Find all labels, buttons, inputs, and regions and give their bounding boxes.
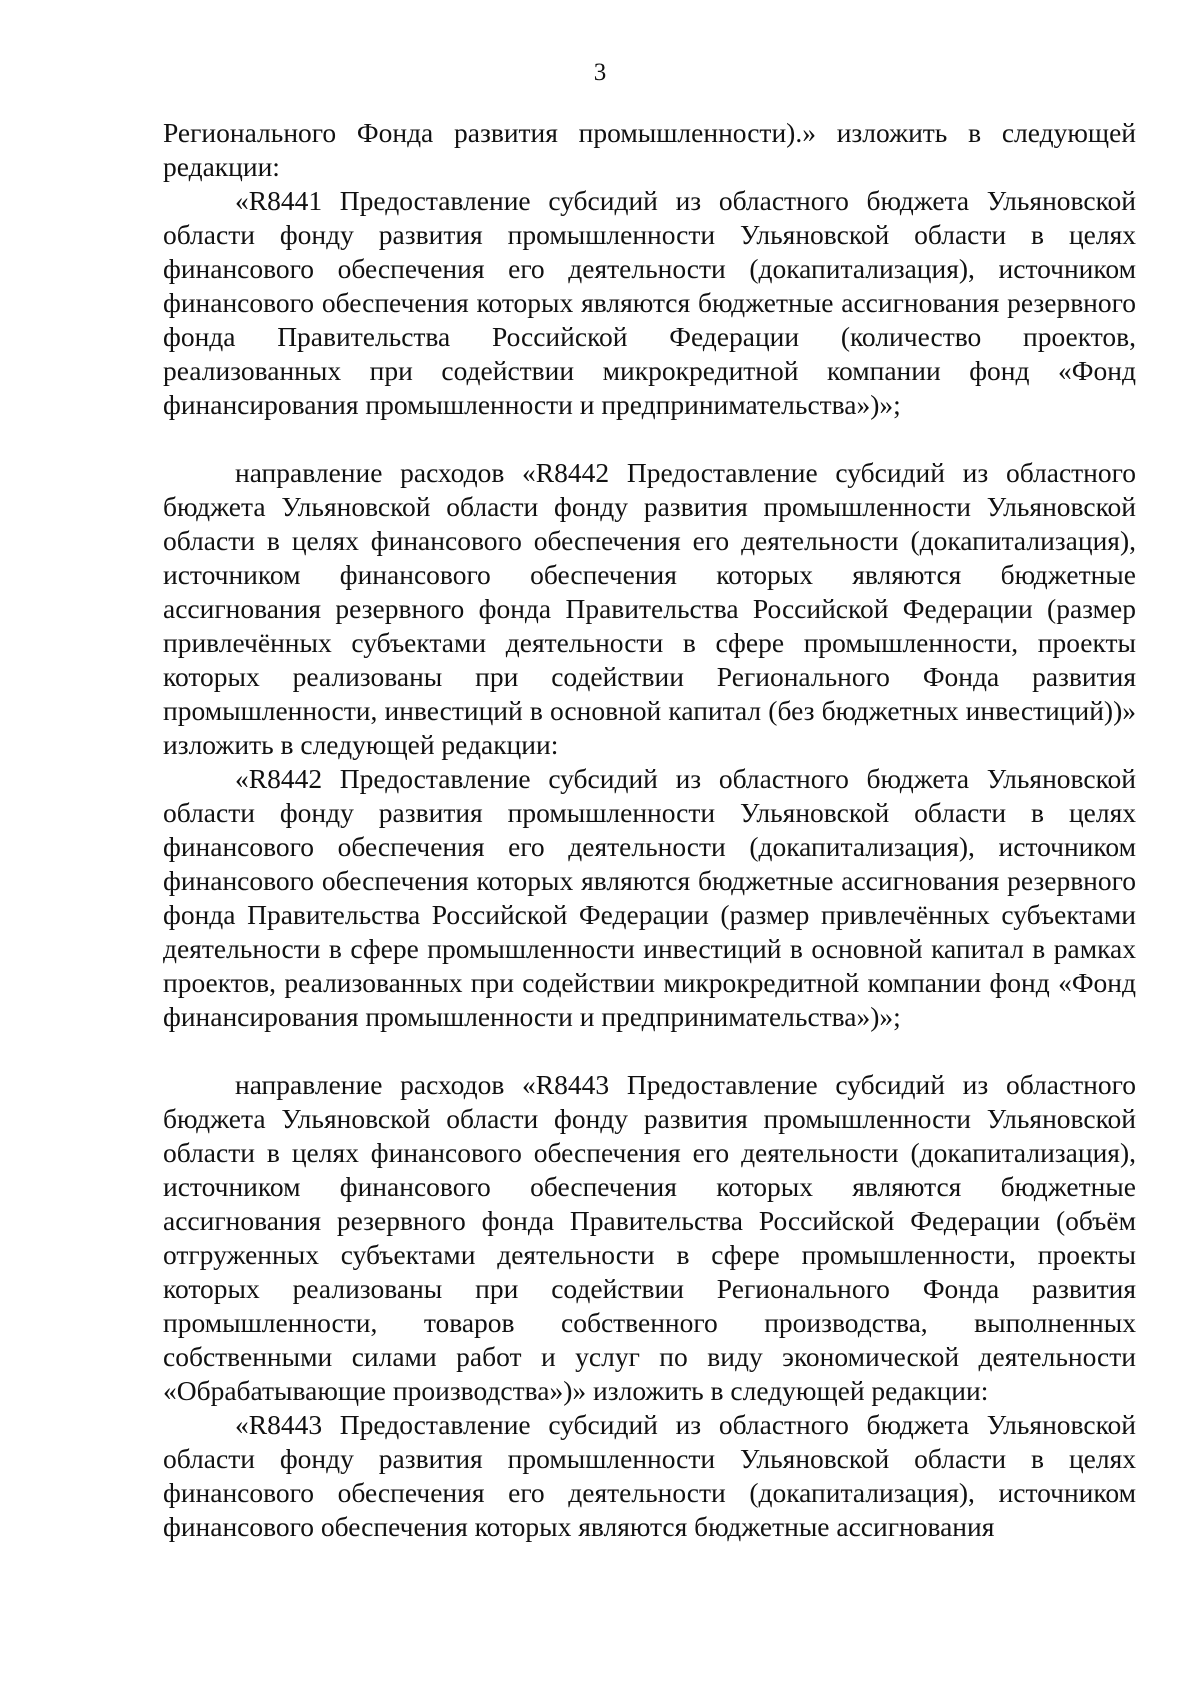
page-number: 3 [593,59,607,86]
document-body [163,116,1136,1544]
paragraph-r8443-new-wording: «R8443 Предоставление субсидий из областного бюджета Ульяновской области фонду развития промышленности Ульяновской области в целях финансового обеспечения его деятельности (докапитализация), источником финансового обеспечения которых являются бюджетные ассигнования [163,1409,1136,1542]
paragraph-r8442-old-wording: направление расходов «R8442 Предоставление субсидий из областного бюджета Ульяновской области фонду развития промышленности Ульяновской области в целях финансового обеспечения его деятельности (докапитализация), источником финансового обеспечения которых являются бюджетные ассигнования резервного фонда Правительства Российской Федерации (размер привлечённых субъектами деятельности в сфере промышленности, проекты которых реализованы при содействии Регионального Фонда развития промышленности, инвестиций в основной капитал (без бюджетных инвестиций))» изложить в следующей редакции: [163,457,1136,760]
paragraph-continuation: Регионального Фонда развития промышленности).» изложить в следующей редакции: [163,117,1136,182]
paragraph-r8441-new-wording: «R8441 Предоставление субсидий из областного бюджета Ульяновской области фонду развития промышленности Ульяновской области в целях финансового обеспечения его деятельности (докапитализация), источником финансового обеспечения которых являются бюджетные ассигнования резервного фонда Правительства Российской Федерации (количество проектов, реализованных при содействии микрокредитной компании фонд «Фонд финансирования промышленности и предпринимательства»)»; [163,185,1136,420]
paragraph-r8442-new-wording: «R8442 Предоставление субсидий из областного бюджета Ульяновской области фонду развития промышленности Ульяновской области в целях финансового обеспечения его деятельности (докапитализация), источником финансового обеспечения которых являются бюджетные ассигнования резервного фонда Правительства Российской Федерации (размер привлечённых субъектами деятельности в сфере промышленности инвестиций в основной капитал в рамках проектов, реализованных при содействии микрокредитной компании фонд «Фонд финансирования промышленности и предпринимательства»)»; [163,763,1136,1032]
paragraph-r8443-old-wording: направление расходов «R8443 Предоставление субсидий из областного бюджета Ульяновской области фонду развития промышленности Ульяновской области в целях финансового обеспечения его деятельности (докапитализация), источником финансового обеспечения которых являются бюджетные ассигнования резервного фонда Правительства Российской Федерации (объём отгруженных субъектами деятельности в сфере промышленности, проекты которых реализованы при содействии Регионального Фонда развития промышленности, товаров собственного производства, выполненных собственными силами работ и услуг по виду экономической деятельности «Обрабатывающие производства»)» изложить в следующей редакции: [163,1069,1136,1406]
